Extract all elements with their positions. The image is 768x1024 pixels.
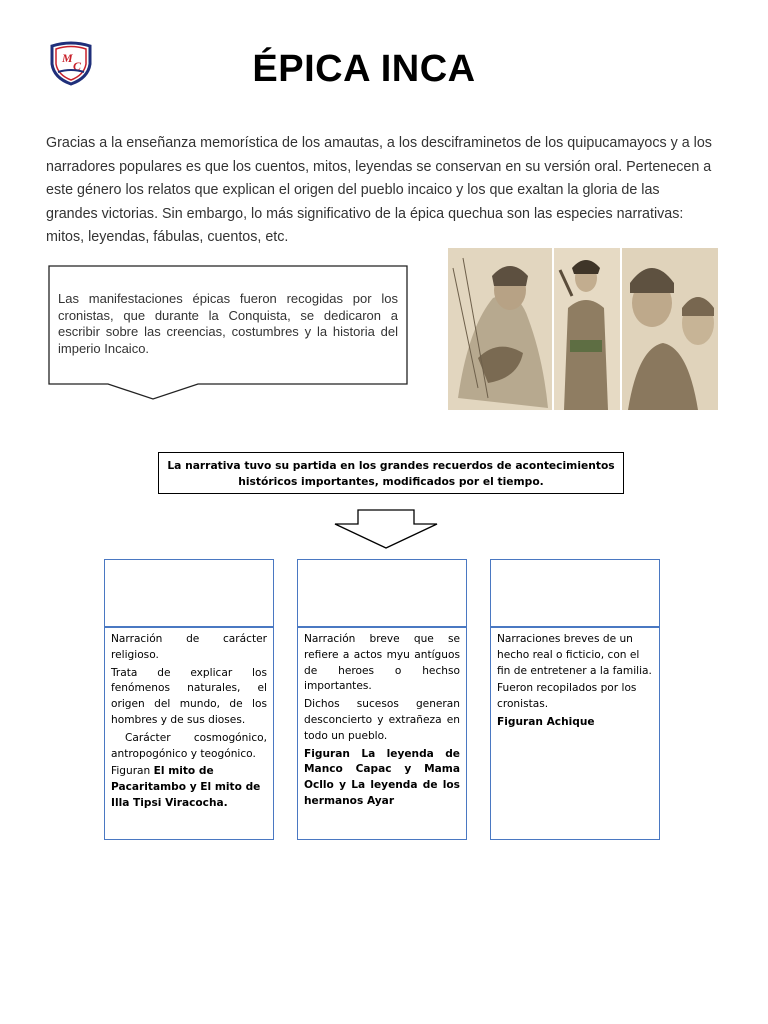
inca-figures-illustration-icon xyxy=(448,248,718,410)
statement-box: La narrativa tuvo su partida en los grandes recuerdos de acontecimientos históricos importantes, modificados por el tiempo. xyxy=(158,452,624,494)
card-2-paragraph: Dichos sucesos generan desconcierto y extrañeza en todo un pueblo. xyxy=(304,698,460,742)
card-1-examples-prefix: Figuran xyxy=(111,765,154,778)
card-1-paragraph: Carácter cosmogónico, antropogónico y teogónico. xyxy=(111,731,267,760)
svg-text:M: M xyxy=(62,51,73,65)
card-1-heading xyxy=(104,559,274,628)
callout-text: Las manifestaciones épicas fueron recogidas por los cronistas, que durante la Conquista, se dedicaron a escribir sobre las creencias, costumbres y la historia del imperio Incaico. xyxy=(58,291,398,356)
intro-paragraph: Gracias a la enseñanza memorística de los amautas, a los desciframinetos de los quipucamayocs y a los narradores populares es que los cuentos, mitos, leyendas se conservan en su versión oral. Pertenecen a este género los relatos que explican el origen del pueblo incaico y los que exaltan la gloria de las grandes victorias. Sin embargo, lo más significativo de la épica quechua son las especies narrativas: mitos, leyendas, fábulas, cuentos, etc. xyxy=(46,135,712,245)
card-1-examples xyxy=(111,764,267,811)
card-3-paragraph: Fueron recopilados por los cronistas. xyxy=(497,682,637,711)
card-1-examples-list: El mito de Pacaritambo y El mito de Illa Tipsi Viracocha. xyxy=(111,765,261,809)
card-2-paragraph: Narración breve que se refiere a actos myu antíguos de heroes o hechso importantes. xyxy=(304,633,460,693)
card-3-body xyxy=(490,628,660,840)
card-3-examples: Figuran Achique xyxy=(497,715,595,728)
card-2-examples: Figuran La leyenda de Manco Capac y Mama Ocllo y La leyenda de los hermanos Ayar xyxy=(304,747,460,807)
card-2-body xyxy=(297,628,467,840)
page-title: ÉPICA INCA xyxy=(252,48,476,90)
card-3-paragraph: Narraciones breves de un hecho real o ficticio, con el fin de entretener a la familia. xyxy=(497,633,652,677)
card-2-heading xyxy=(297,559,467,628)
card-3-heading xyxy=(490,559,660,628)
svg-text:C: C xyxy=(73,59,82,73)
callout-box xyxy=(48,265,410,401)
card-1-paragraph: Narración de carácter religioso. xyxy=(111,633,267,661)
card-1-body xyxy=(104,628,274,840)
card-1-paragraph: Trata de explicar los fenómenos naturales, el origen del mundo, de los hombres y de sus dioses. xyxy=(111,666,267,726)
arrow-down-icon xyxy=(333,508,439,550)
